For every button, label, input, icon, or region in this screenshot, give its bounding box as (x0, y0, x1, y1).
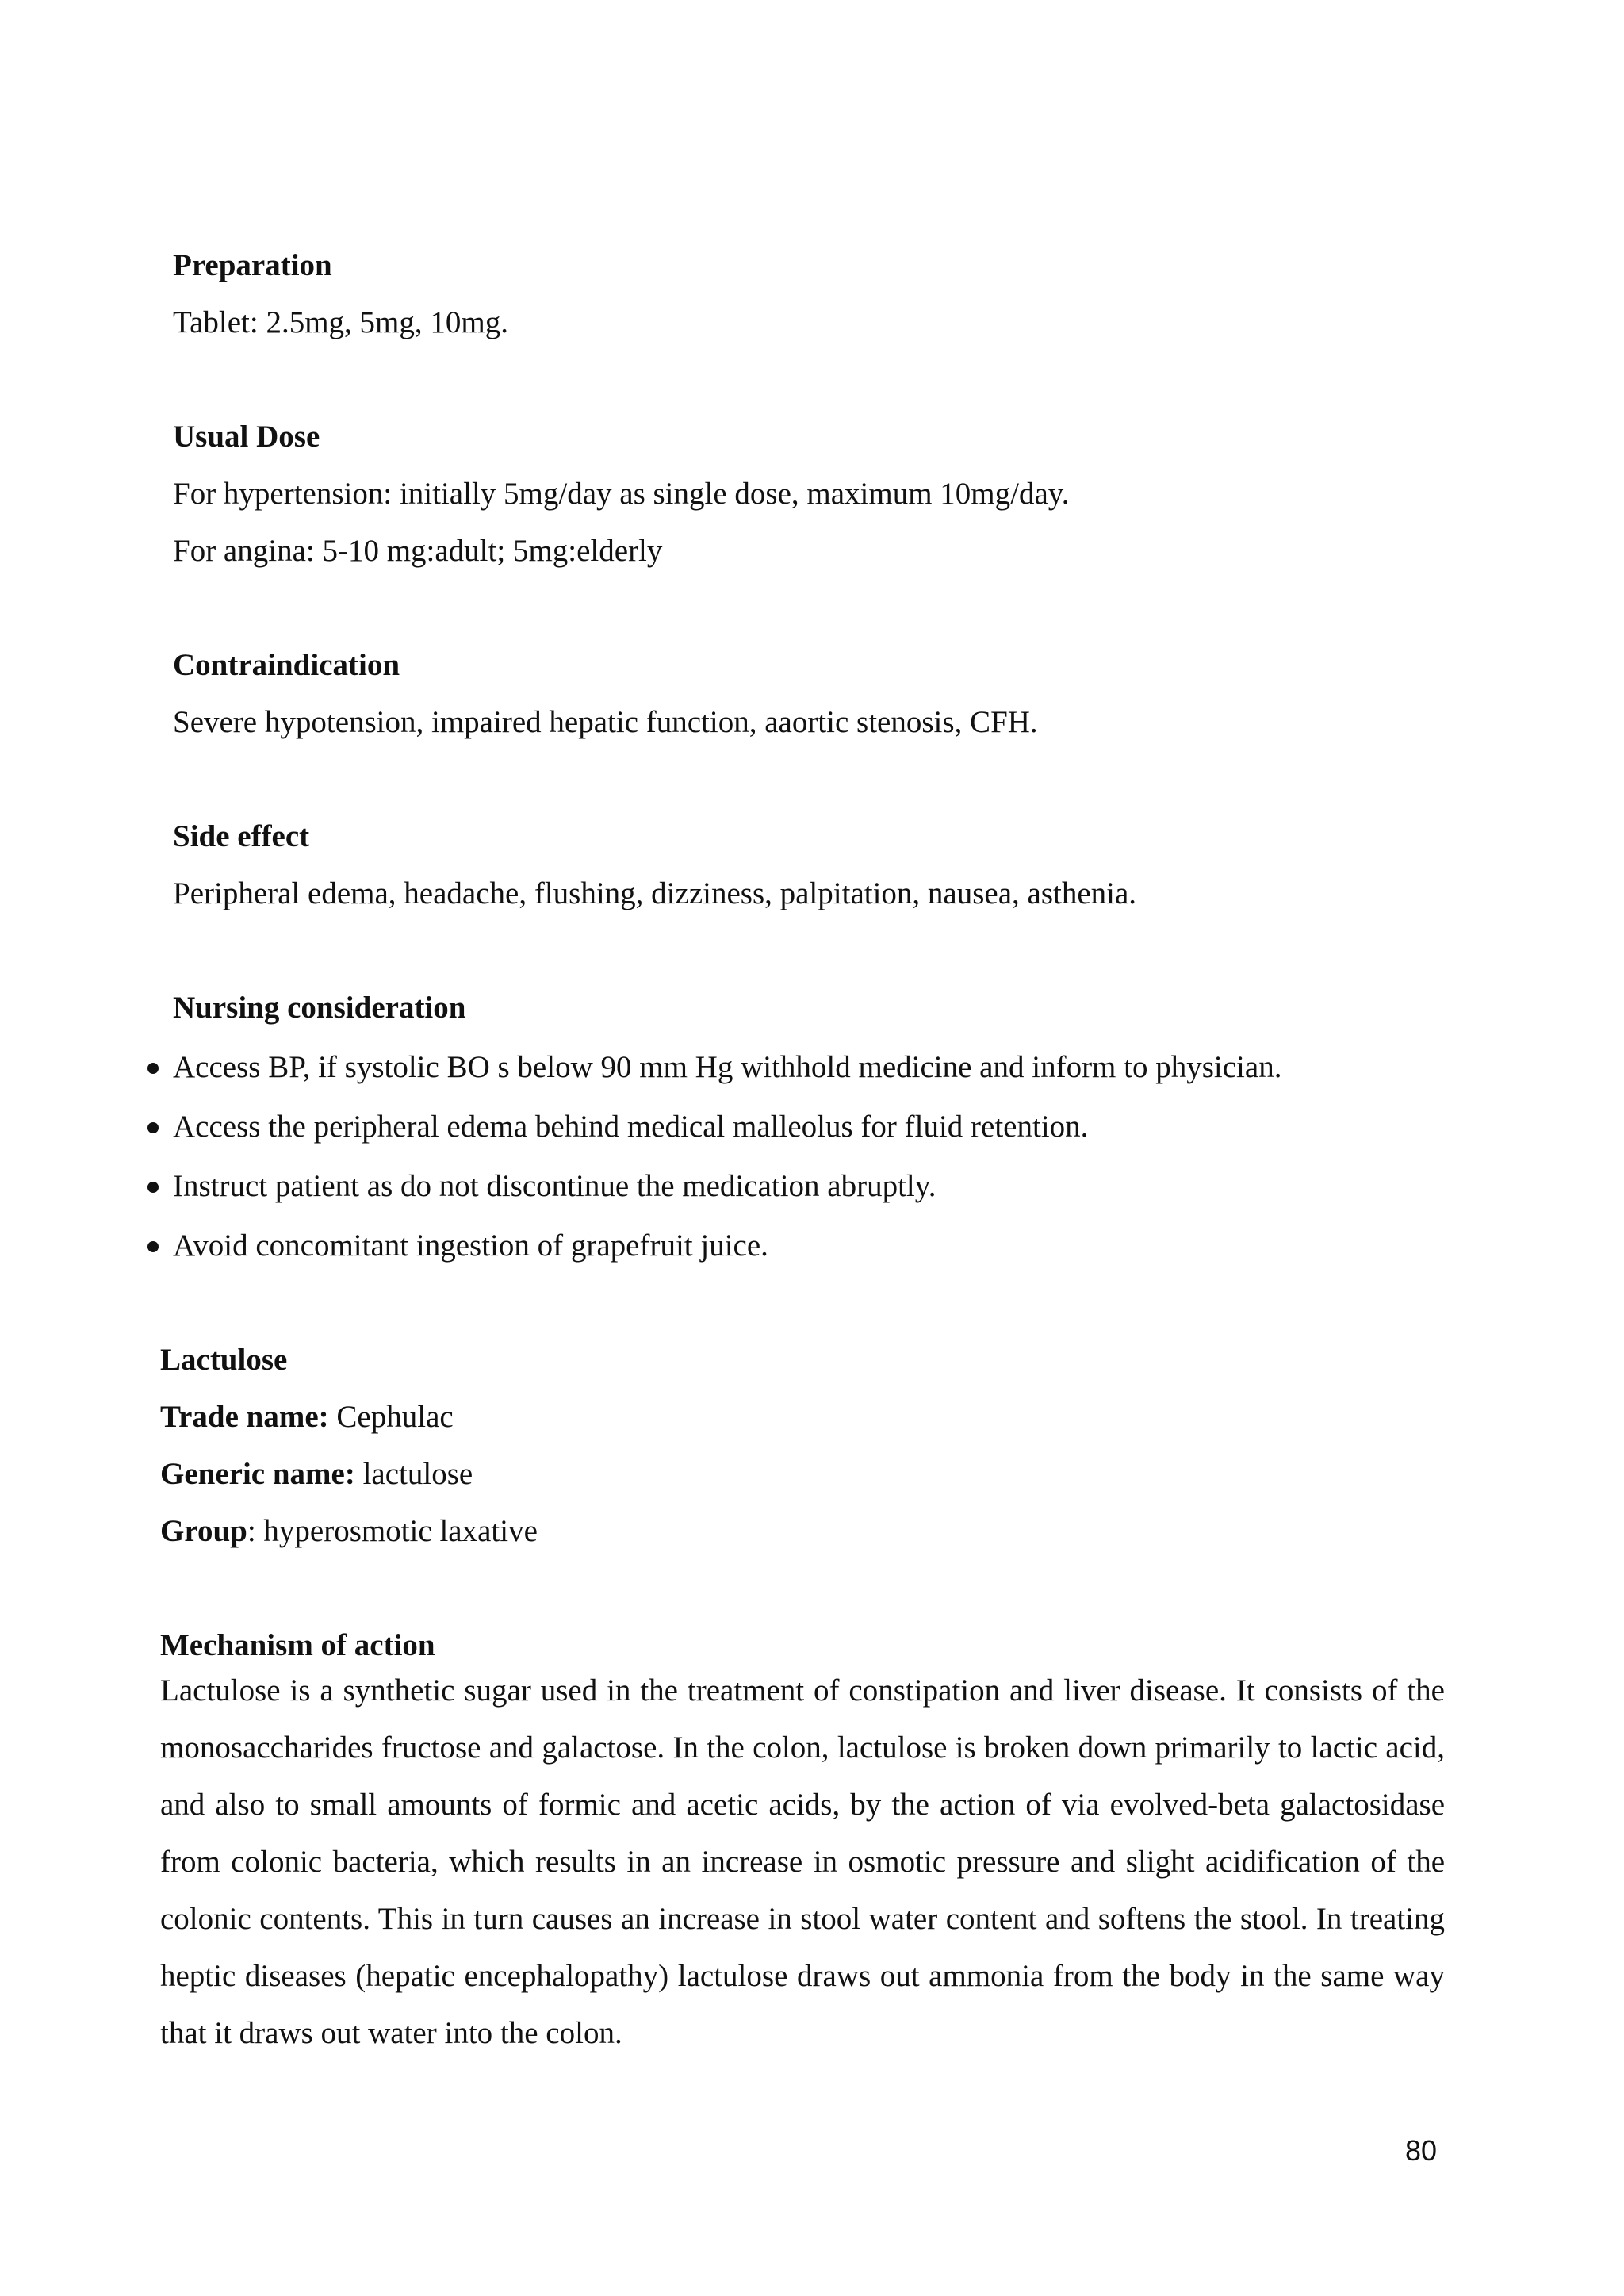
bullet-icon (147, 1241, 159, 1252)
page-number: 80 (1405, 2134, 1438, 2167)
bullet-icon (147, 1182, 159, 1193)
mechanism-paragraph: Lactulose is a synthetic sugar used in the treatment of constipation and liver disease. It consists of the monosaccharides fructose and galactose. In the colon, lactulose is broken down primarily to lactic acid, and also to small amounts of formic and acetic acids, by the action of via evolved-beta galactosidase from colonic bacteria, which results in an increase in osmotic pressure and slight acidification of the colonic contents. This in turn causes an increase in stool water content and softens the stool. In treating heptic diseases (hepatic encephalopathy) lactulose draws out ammonia from the body in the same way that it draws out water into the colon. (160, 1673, 1445, 2050)
mechanism-heading: Mechanism of action (160, 1628, 435, 1662)
nursing-heading: Nursing consideration (173, 991, 466, 1025)
side-effect-text: Peripheral edema, headache, flushing, dizziness, palpitation, nausea, asthenia. (173, 876, 1137, 910)
usual-dose-line-1: For hypertension: initially 5mg/day as single dose, maximum 10mg/day. (173, 477, 1070, 511)
usual-dose-line-2: For angina: 5-10 mg:adult; 5mg:elderly (173, 534, 663, 568)
nursing-item: Access the peripheral edema behind medical malleolus for fluid retention. (173, 1110, 1089, 1144)
nursing-item: Access BP, if systolic BO s below 90 mm Hg withhold medicine and inform to physician. (173, 1050, 1282, 1084)
trade-name-row (160, 1398, 454, 1436)
nursing-item: Instruct patient as do not discontinue the medication abruptly. (173, 1169, 936, 1203)
drug-name: Lactulose (160, 1343, 288, 1377)
generic-name-row (160, 1455, 473, 1493)
preparation-heading: Preparation (173, 248, 332, 282)
contraindication-heading: Contraindication (173, 648, 400, 682)
nursing-item: Avoid concomitant ingestion of grapefruit juice. (173, 1228, 768, 1263)
group-row (160, 1512, 538, 1550)
generic-name-value: lactulose (354, 1457, 473, 1491)
trade-name-value: Cephulac (328, 1400, 454, 1434)
trade-name-label: Trade name: (160, 1400, 329, 1434)
group-label: Group (160, 1514, 247, 1548)
generic-name-label: Generic name: (160, 1457, 355, 1491)
bullet-icon (147, 1122, 159, 1133)
contraindication-text: Severe hypotension, impaired hepatic function, aaortic stenosis, CFH. (173, 705, 1038, 739)
side-effect-heading: Side effect (173, 819, 310, 853)
group-value: : hyperosmotic laxative (247, 1514, 538, 1548)
bullet-icon (147, 1063, 159, 1074)
usual-dose-heading: Usual Dose (173, 420, 320, 454)
preparation-text: Tablet: 2.5mg, 5mg, 10mg. (173, 305, 508, 339)
